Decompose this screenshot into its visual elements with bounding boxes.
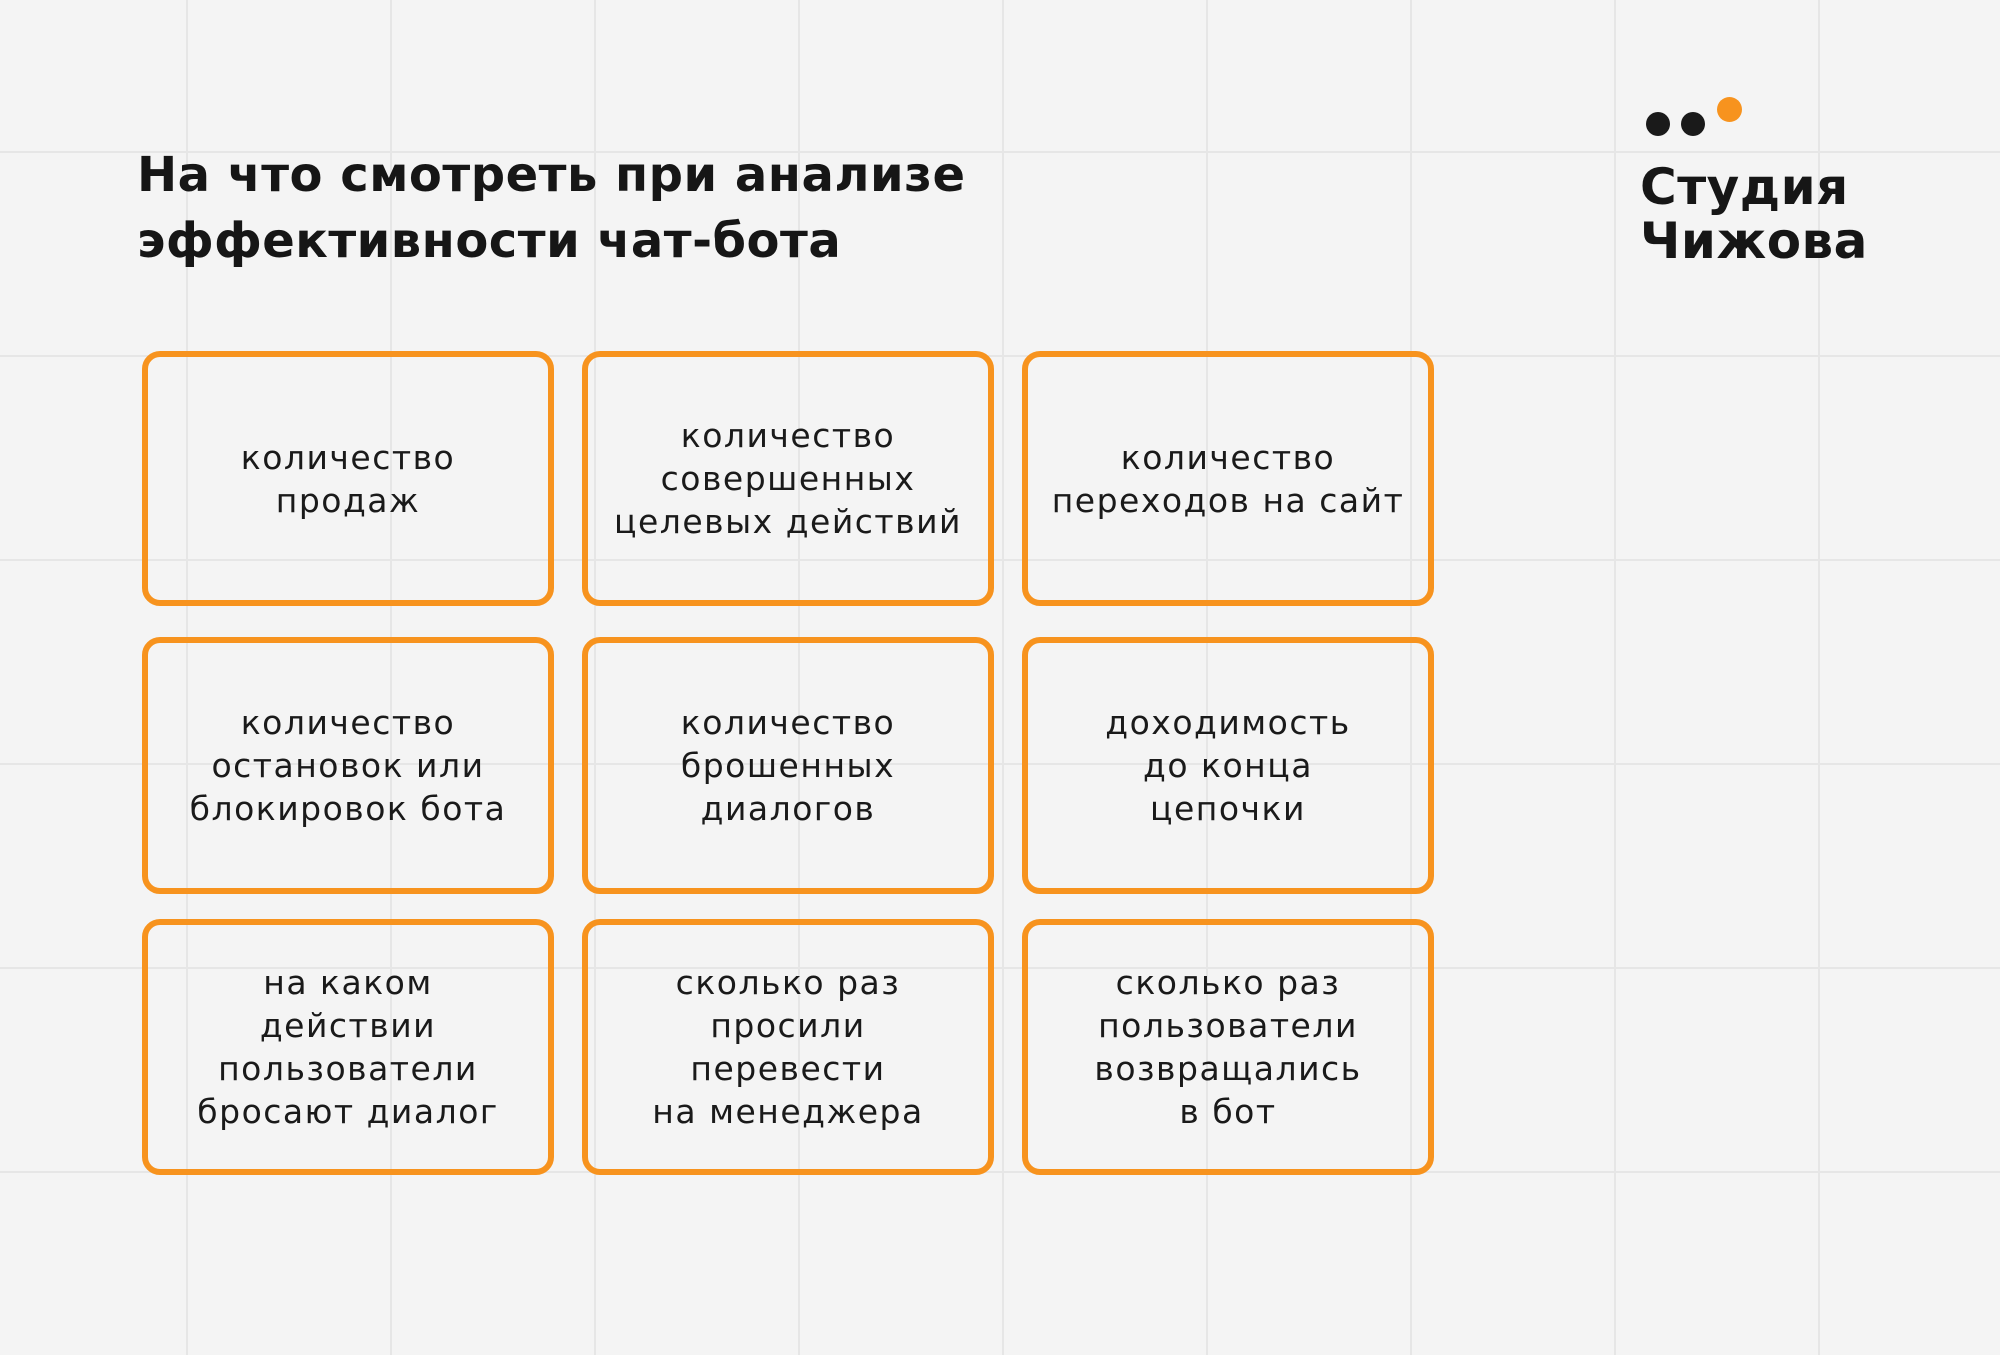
metric-card-manager-requests bbox=[582, 919, 994, 1175]
metric-card-sales bbox=[142, 351, 554, 606]
metric-card-label: количество продаж bbox=[240, 437, 456, 520]
metric-card-abandoned-dialogs bbox=[582, 637, 994, 894]
metric-card-chain-completion bbox=[1022, 637, 1434, 894]
logo-dot-icon bbox=[1646, 112, 1670, 136]
metric-card-site-visits bbox=[1022, 351, 1434, 606]
metric-card-returning-users bbox=[1022, 919, 1434, 1175]
logo-text: Студия Чижова bbox=[1640, 158, 1868, 270]
logo-accent-dot-icon bbox=[1717, 97, 1742, 122]
metric-card-target-actions bbox=[582, 351, 994, 606]
metric-card-label: количество остановок или блокировок бота bbox=[189, 703, 507, 828]
metric-card-label: сколько раз просили перевести на менеджера bbox=[652, 963, 924, 1131]
metric-card-label: сколько раз пользователи возвращались в бот bbox=[1094, 963, 1362, 1131]
logo-dots-icon bbox=[1640, 94, 1940, 134]
metric-card-label: доходимость до конца цепочки bbox=[1105, 703, 1351, 828]
metric-card-label: количество переходов на сайт bbox=[1051, 437, 1405, 520]
page-title: На что смотреть при анализе эффективности чат-бота bbox=[137, 147, 966, 269]
metric-card-dropoff-step bbox=[142, 919, 554, 1175]
studio-logo bbox=[1640, 94, 1940, 284]
metric-card-label: количество совершенных целевых действий bbox=[614, 416, 962, 541]
metric-card-label: на каком действии пользователи бросают диалог bbox=[197, 963, 499, 1131]
logo-dot-icon bbox=[1681, 112, 1705, 136]
metric-card-bot-stops bbox=[142, 637, 554, 894]
metric-card-label: количество брошенных диалогов bbox=[680, 703, 896, 828]
